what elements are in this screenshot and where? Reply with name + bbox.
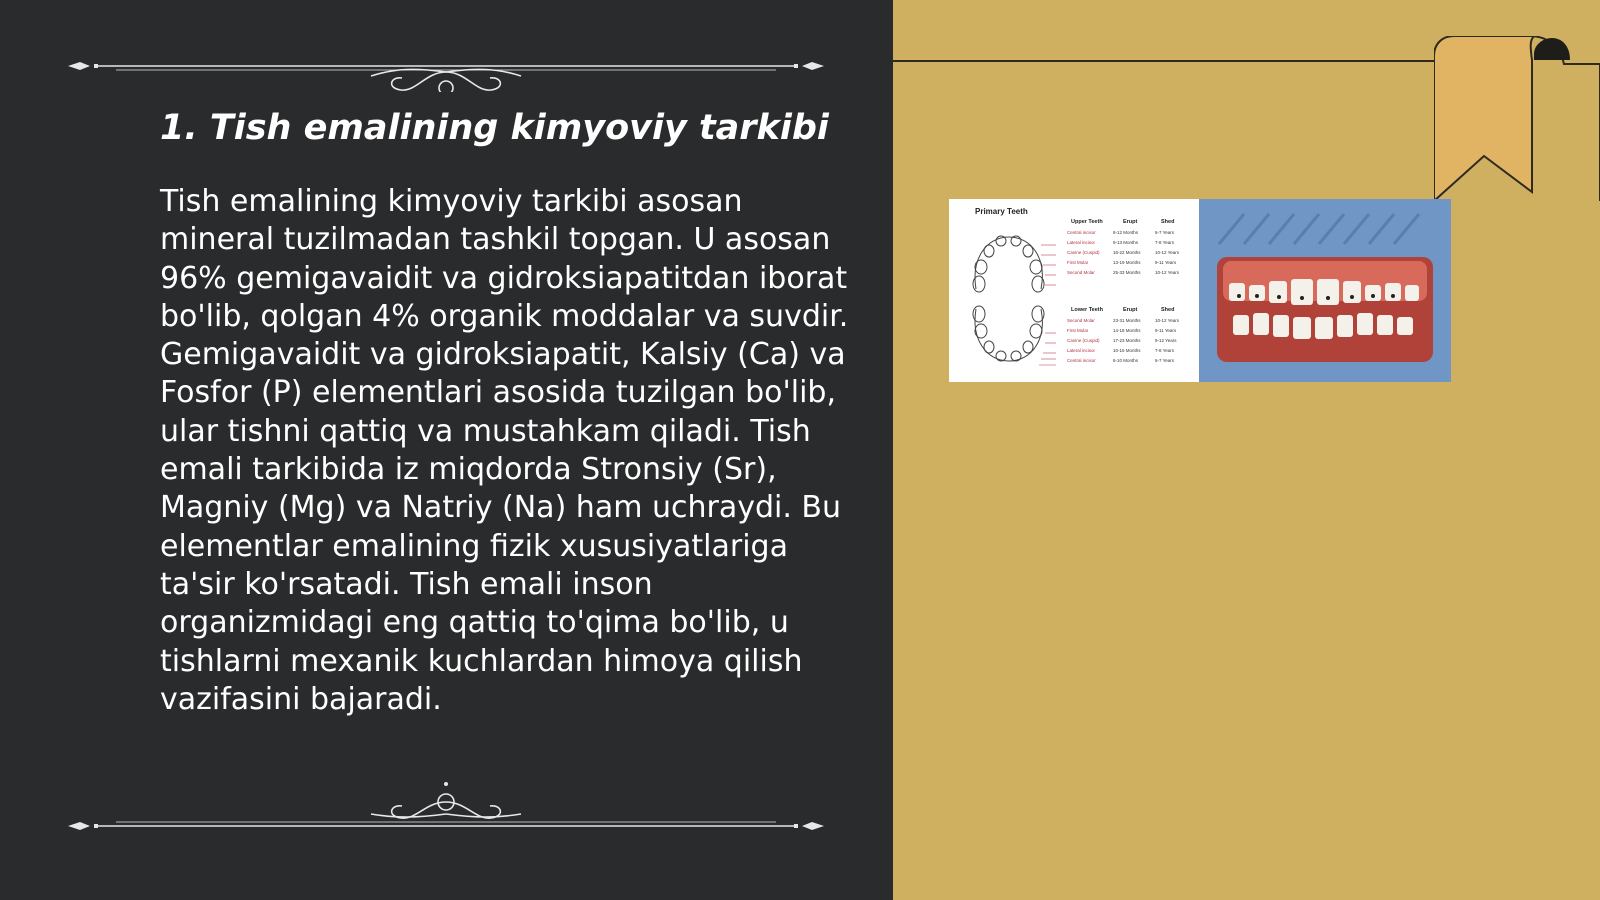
ornament-divider-icon [66, 780, 826, 830]
lower-row-label: Lateral incisor [1067, 348, 1096, 353]
upper-row-label: Canine (Cuspid) [1067, 250, 1100, 255]
lower-row-shed: 9-12 Years [1155, 338, 1177, 343]
teeth-diagram-icon [961, 229, 1056, 369]
lower-row-shed: 7-8 Years [1155, 348, 1175, 353]
lower-row-erupt: 10-16 Months [1113, 348, 1141, 353]
upper-row-shed: 6-7 Years [1155, 230, 1175, 235]
lower-row-label: Canine (Cuspid) [1067, 338, 1100, 343]
header-rule [893, 60, 1437, 62]
teeth-image [949, 199, 1451, 382]
lower-header: Shed [1161, 307, 1175, 313]
ornament-divider-icon [66, 42, 826, 92]
upper-row-erupt: 13-19 Months [1113, 260, 1141, 265]
mouth-photo-icon [1199, 199, 1451, 382]
upper-row-label: First Molar [1067, 260, 1089, 265]
primary-teeth-chart [949, 199, 1199, 382]
bookmark-icon [1434, 36, 1600, 201]
upper-row-shed: 10-12 Years [1155, 250, 1180, 255]
upper-row-shed: 10-12 Years [1155, 270, 1180, 275]
upper-row-erupt: 16-22 Months [1113, 250, 1141, 255]
lower-row-erupt: 14-18 Months [1113, 328, 1141, 333]
upper-row-erupt: 9-13 Months [1113, 240, 1139, 245]
lower-row-shed: 10-12 Years [1155, 318, 1180, 323]
slide-body-text: Tish emalining kimyoviy tarkibi asosan mineral tuzilmadan tashkil topgan. U asosan 96% gemigavaidit va gidroksiapatitdan iborat bo'lib, qolgan 4% organik moddalar va suvdir. Gemigavaidit va gidroksiapatit, Kalsiy (Ca) va Fosfor (P) elementlari asosida tuzilgan bo'lib, ular tishni qattiq va mustahkam qiladi. Tish emali tarkibida iz miqdorda Stronsiy (Sr), Magniy (Mg) va Natriy (Na) ham uchraydi. Bu elementlar emalining fizik xususiyatlariga ta'sir ko'rsatadi. Tish emali inson organizmidagi eng qattiq to'qima bo'lib, u tishlarni mexanik kuchlardan himoya qilish vazifasini bajaradi. [160, 184, 849, 717]
slide-title: 1. Tish emalining kimyoviy tarkibi [160, 108, 829, 148]
lower-row-erupt: 17-23 Months [1113, 338, 1141, 343]
lower-header: Erupt [1123, 307, 1138, 313]
lower-row-label: Central incisor [1067, 358, 1096, 363]
lower-row-shed: 9-11 Years [1155, 328, 1177, 333]
lower-row-label: First Molar [1067, 328, 1089, 333]
upper-header: Upper Teeth [1071, 219, 1103, 225]
upper-header: Erupt [1123, 219, 1138, 225]
upper-row-label: Lateral incisor [1067, 240, 1096, 245]
upper-header: Shed [1161, 219, 1175, 225]
lower-row-shed: 6-7 Years [1155, 358, 1175, 363]
upper-row-label: Second Molar [1067, 270, 1095, 275]
lower-row-erupt: 23-31 Months [1113, 318, 1141, 323]
teeth-photo [1199, 199, 1451, 382]
upper-row-label: Central incisor [1067, 230, 1096, 235]
upper-row-shed: 7-8 Years [1155, 240, 1175, 245]
upper-row-erupt: 8-12 Months [1113, 230, 1139, 235]
chart-title: Primary Teeth [975, 207, 1028, 216]
upper-row-shed: 9-11 Years [1155, 260, 1177, 265]
lower-header: Lower Teeth [1071, 307, 1103, 313]
upper-row-erupt: 25-33 Months [1113, 270, 1141, 275]
lower-row-erupt: 6-10 Months [1113, 358, 1139, 363]
lower-row-label: Second Molar [1067, 318, 1095, 323]
